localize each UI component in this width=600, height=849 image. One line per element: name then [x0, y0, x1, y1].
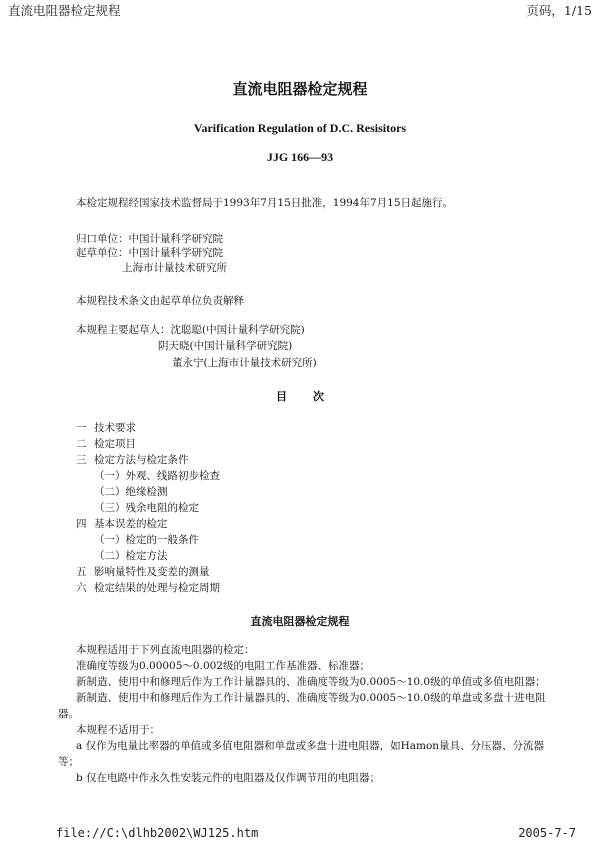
document-title: 直流电阻器检定规程: [232, 80, 368, 98]
draft-unit-2: 上海市计量技术研究所: [122, 262, 227, 274]
english-title: Varification Regulation of D.C. Resisitors: [193, 121, 407, 135]
toc-subitem[interactable]: （二）检定方法: [94, 550, 168, 562]
regulation-code: JJG 166—93: [266, 150, 334, 164]
toc-item[interactable]: 三 检定方法与检定条件: [76, 454, 189, 466]
toc-subitem[interactable]: （一）检定的一般条件: [94, 534, 199, 546]
scope-item: 新制造、使用中和修理后作为工作计量器具的、准确度等级为0.0005～10.0级的单值或多值电阻器；: [76, 676, 546, 688]
toc-subitem[interactable]: （三）残余电阻的检定: [94, 502, 199, 514]
file-path: file://C:\dlhb2002\WJ125.htm: [56, 826, 259, 840]
toc-title: 目次: [276, 390, 350, 403]
scope-item: 准确度等级为0.00005～0.002级的电阻工作基准器、标准器；: [76, 660, 370, 672]
approval-text: 本检定规程经国家技术监督局于1993年7月15日批准，1994年7月15日起施行。: [76, 197, 454, 209]
section-title: 直流电阻器检定规程: [250, 615, 350, 628]
interpretation-text: 本规程技术条文由起草单位负责解释: [76, 295, 244, 307]
scope-item-wrap: 器。: [58, 708, 79, 720]
exclusion-item: a 仅作为电量比率器的单值或多值电阻器和单盘或多盘十进电阻器，如Hamon量具、分压器、分流器: [76, 740, 545, 752]
toc-item[interactable]: 五 影响量特性及变差的测量: [76, 566, 210, 578]
scope-item: 新制造、使用中和修理后作为工作计量器具的、准确度等级为0.0005～10.0级的单盘或多盘十进电阻: [76, 692, 546, 704]
page-header: [0, 0, 600, 18]
print-date: 2005-7-7: [518, 826, 576, 840]
toc-item[interactable]: 一 技术要求: [76, 422, 136, 434]
drafter-line-3: 董永宁(上海市计量技术研究所): [172, 357, 317, 369]
exclusion-item: b 仅在电路中作永久性安装元件的电阻器及仅作调节用的电阻器；: [76, 772, 381, 784]
toc-item[interactable]: 六 检定结果的处理与检定周期: [76, 582, 220, 594]
toc-item[interactable]: 二 检定项目: [76, 438, 136, 450]
draft-unit: 起草单位：中国计量科学研究院: [76, 247, 223, 259]
toc-subitem[interactable]: （二）绝缘检测: [94, 486, 168, 498]
scope-intro: 本规程适用于下列直流电阻器的检定：: [76, 644, 255, 656]
toc-subitem[interactable]: （一）外观、线路初步检查: [94, 470, 220, 482]
page-number: 页码，1/15: [526, 3, 592, 18]
exclusion-intro: 本规程不适用于：: [76, 724, 160, 736]
return-unit: 归口单位：中国计量科学研究院: [76, 233, 223, 245]
drafter-line-1: 本规程主要起草人：沈聪聪(中国计量科学研究院): [76, 324, 305, 336]
exclusion-item-wrap: 等；: [58, 756, 79, 768]
toc-item[interactable]: 四 基本误差的检定: [76, 518, 168, 530]
header-title: 直流电阻器检定规程: [8, 3, 121, 18]
drafter-line-2: 阴天晓(中国计量科学研究院): [158, 340, 293, 352]
